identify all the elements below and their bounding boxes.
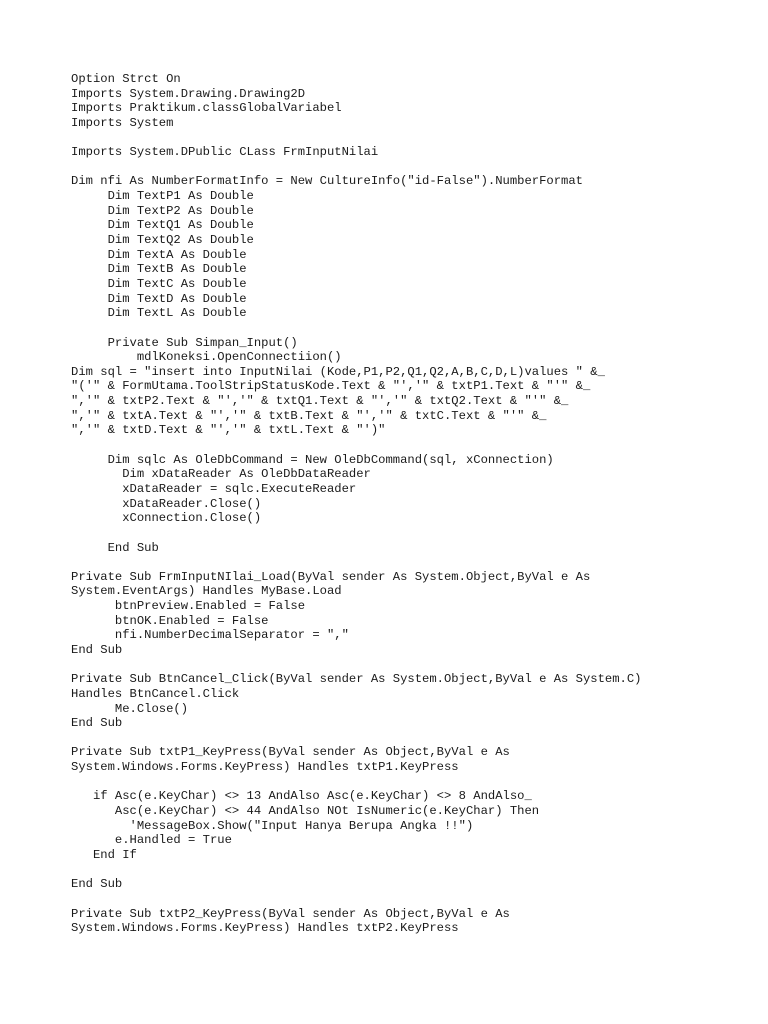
code-line: xDataReader.Close() [71,496,262,511]
code-line: btnPreview.Enabled = False [71,599,306,614]
code-line: Me.Close() [71,701,189,716]
code-line: Dim TextA As Double [71,247,247,262]
code-line: Private Sub FrmInputNIlai_Load(ByVal sender As System.Object,ByVal e As [71,569,591,584]
code-line: Imports System.Drawing.Drawing2D [71,86,306,101]
code-line: ",'" & txtP2.Text & "','" & txtQ1.Text & "','" & txtQ2.Text & "'" &_ [71,394,569,409]
code-line [71,775,751,790]
code-line [71,131,751,146]
code-line: if Asc(e.KeyChar) <> 13 AndAlso Asc(e.KeyChar) <> 8 AndAlso_ [71,789,532,804]
code-line [71,438,751,453]
code-line: End Sub [71,642,123,657]
code-line [71,160,751,175]
code-line: Imports System.DPublic CLass FrmInputNilai [71,145,379,160]
code-line: Dim TextP1 As Double [71,189,254,204]
code-line: mdlKoneksi.OpenConnectiion() [71,350,342,365]
code-line: Dim sql = "insert into InputNilai (Kode,P1,P2,Q1,Q2,A,B,C,D,L)values " &_ [71,364,605,379]
code-line: System.Windows.Forms.KeyPress) Handles txtP2.KeyPress [71,921,459,936]
code-line: 'MessageBox.Show("Input Hanya Berupa Angka !!") [71,818,474,833]
code-line: "('" & FormUtama.ToolStripStatusKode.Text & "','" & txtP1.Text & "'" &_ [71,379,591,394]
code-line: Dim TextD As Double [71,291,247,306]
code-line: End If [71,847,137,862]
code-line: Imports System [71,115,174,130]
code-line: Private Sub Simpan_Input() [71,335,298,350]
code-line [71,526,751,541]
code-line: Handles BtnCancel.Click [71,686,240,701]
code-line: Option Strct On [71,72,181,86]
code-line [71,555,751,570]
code-line [71,731,751,746]
code-line [71,658,751,673]
code-line: Dim sqlc As OleDbCommand = New OleDbCommand(sql, xConnection) [71,452,554,467]
code-line: End Sub [71,540,159,555]
code-line: Dim TextP2 As Double [71,203,254,218]
code-line: ",'" & txtD.Text & "','" & txtL.Text & "')" [71,423,386,438]
code-line: System.Windows.Forms.KeyPress) Handles txtP1.KeyPress [71,760,459,775]
code-line: Dim TextB As Double [71,262,247,277]
code-line: Private Sub txtP1_KeyPress(ByVal sender As Object,ByVal e As [71,745,510,760]
code-line: xConnection.Close() [71,511,262,526]
code-line: e.Handled = True [71,833,232,848]
code-line: Imports Praktikum.classGlobalVariabel [71,101,342,116]
code-listing [71,72,751,936]
code-line: System.EventArgs) Handles MyBase.Load [71,584,342,599]
code-line: Dim TextQ2 As Double [71,233,254,248]
code-line: xDataReader = sqlc.ExecuteReader [71,481,357,496]
code-line: Dim TextQ1 As Double [71,218,254,233]
code-line: Dim xDataReader As OleDbDataReader [71,467,371,482]
code-line: Private Sub txtP2_KeyPress(ByVal sender As Object,ByVal e As [71,906,510,921]
code-line: nfi.NumberDecimalSeparator = "," [71,628,349,643]
code-line: End Sub [71,716,123,731]
code-line [71,863,751,878]
code-line: btnOK.Enabled = False [71,613,269,628]
code-line [71,321,751,336]
code-line: Dim nfi As NumberFormatInfo = New CultureInfo("id-False").NumberFormat [71,174,583,189]
code-line: Private Sub BtnCancel_Click(ByVal sender As System.Object,ByVal e As System.C) [71,672,642,687]
code-line: ",'" & txtA.Text & "','" & txtB.Text & "','" & txtC.Text & "'" &_ [71,408,547,423]
code-line: Asc(e.KeyChar) <> 44 AndAlso NOt IsNumeric(e.KeyChar) Then [71,804,540,819]
code-line [71,892,751,907]
code-line: Dim TextC As Double [71,276,247,291]
code-line: Dim TextL As Double [71,306,247,321]
code-line: End Sub [71,877,123,892]
